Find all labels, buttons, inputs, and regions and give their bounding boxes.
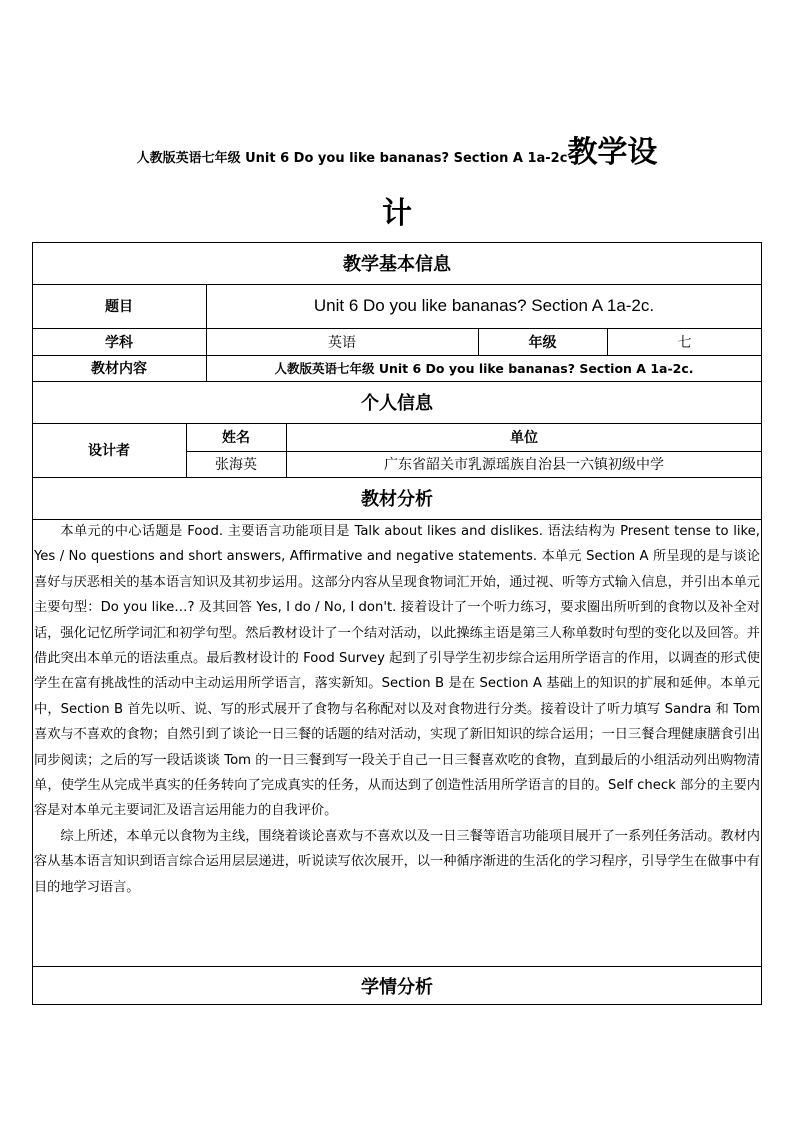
- subject-value: 英语: [328, 334, 356, 351]
- grade-label: 年级: [528, 334, 557, 351]
- name-label: 姓名: [222, 430, 250, 446]
- analysis-header: 教材分析: [361, 489, 433, 510]
- document-title: [32, 133, 762, 173]
- document-title-big: 教学设: [567, 135, 658, 170]
- basic-info-header: 教学基本信息: [343, 254, 451, 275]
- designer-label: 设计者: [88, 443, 130, 459]
- name-value: 张海英: [215, 457, 257, 473]
- topic-value: Unit 6 Do you like bananas? Section A 1a-2c.: [313, 296, 655, 315]
- document-title-small: 人教版英语七年级 Unit 6 Do you like bananas? Section A 1a-2c: [136, 151, 568, 166]
- unit-label: 单位: [510, 430, 538, 446]
- topic-label: 题目: [105, 299, 133, 315]
- learner-analysis-header: 学情分析: [361, 976, 433, 998]
- document-title-continued: 计: [382, 196, 412, 231]
- unit-value: 广东省韶关市乳源瑶族自治县一六镇初级中学: [384, 457, 664, 473]
- personal-info-header: 个人信息: [361, 393, 433, 414]
- subject-label: 学科: [105, 334, 133, 351]
- content-value: 人教版英语七年级 Unit 6 Do you like bananas? Section A 1a-2c.: [274, 361, 694, 376]
- analysis-paragraph: 本单元的中心话题是 Food. 主要语言功能项目是 Talk about likes and dislikes. 语法结构为 Present tense to like, Yes / No questions and short answers, Affirmative and negative statements. 本单元 Section A 所呈现的是与谈论喜好与厌恶相关的基本语言知识及其初步运用。这部分内容从呈现食物词汇开始，通过视、听等方式输入信息，并引出本单元主要句型：Do you like…? 及其回答 Yes, I do / No, I don't. 接着设计了一个听力练习，要求圈出所听到的食物以及补全对话，强化记忆所学词汇和初学句型。然后教材设计了一个结对活动，以此操练主语是第三人称单数时句型的变化以及回答。并借此突出本单元的语法重点。最后教材设计的 Food Survey 起到了引导学生初步综合运用所学语言的作用，以调查的形式使学生在富有挑战性的活动中主动运用所学语言，落实新知。Section B 是在 Section A 基础上的知识的扩展和延伸。本单元中，Section B 首先以听、说、写的形式展开了食物与名称配对以及对食物进行分类。接着设计了听力填写 Sandra 和 Tom 喜欢与不喜欢的食物；自然引到了谈论一日三餐的话题的结对活动，实现了新旧知识的综合运用；一日三餐合理健康膳食引出同步阅读；之后的写一段话谈谈 Tom 的一日三餐到写一段关于自己一日三餐喜欢吃的食物，直到最后的小组活动列出购物清单，使学生从完成半真实的任务转向了完成真实的任务，从而达到了创造性活用所学语言的目的。Self check 部分的主要内容是对本单元主要词汇及语言运用能力的自我评价。: [34, 524, 760, 819]
- analysis-paragraph: 综上所述，本单元以食物为主线，围绕着谈论喜欢与不喜欢以及一日三餐等语言功能项目展开了一系列任务活动。教材内容从基本语言知识到语言综合运用层层递进，听说读写依次展开，以一种循序渐进的生活化的学习程序，引导学生在做事中有目的地学习语言。: [34, 828, 760, 895]
- content-label: 教材内容: [91, 361, 147, 377]
- grade-value: 七: [677, 334, 692, 351]
- analysis-body: [32, 519, 762, 900]
